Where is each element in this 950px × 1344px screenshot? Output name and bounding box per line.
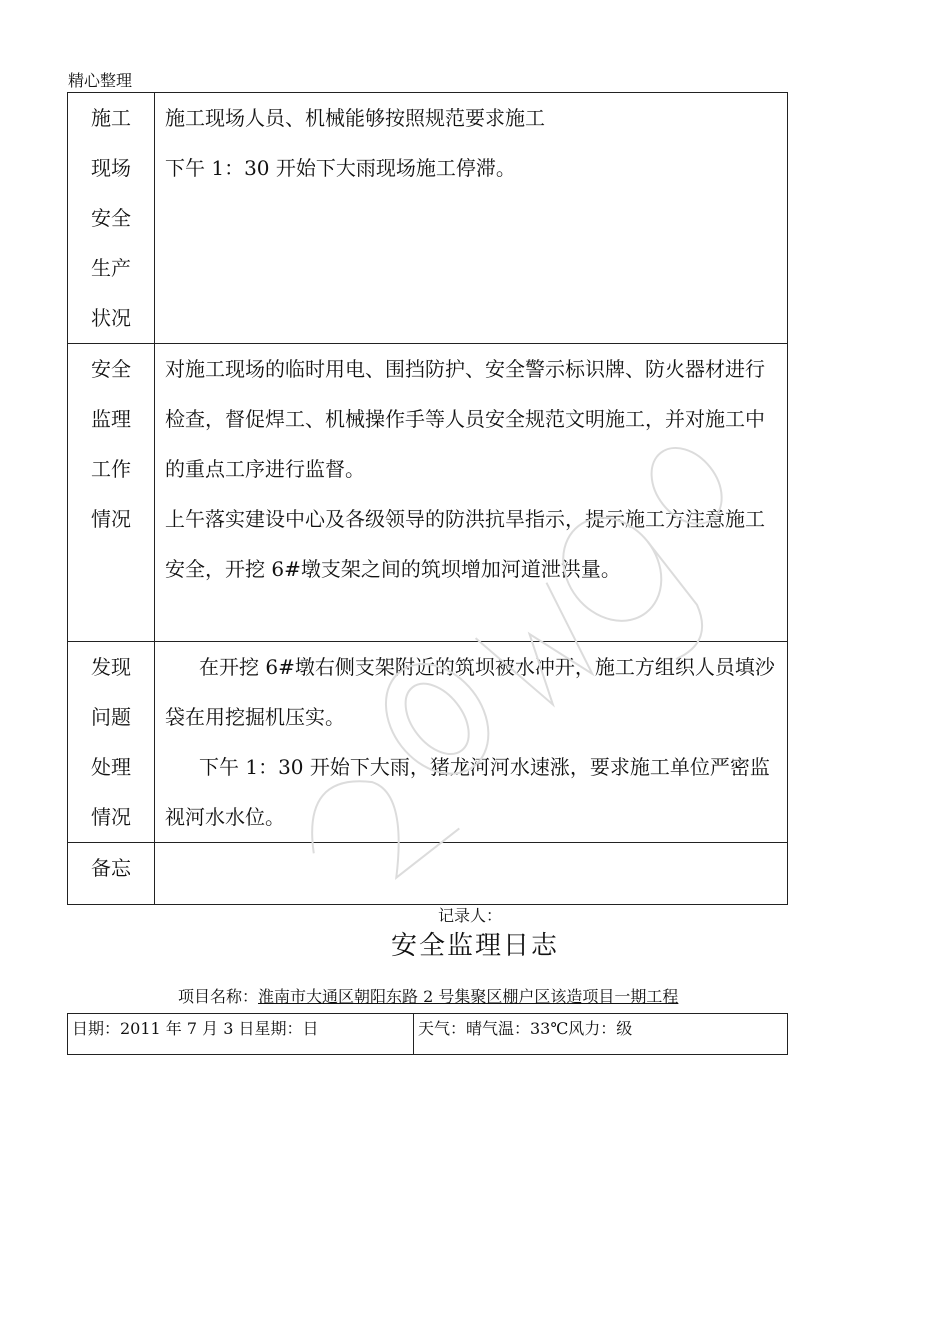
content-paragraph: 下午 1：30 开始下大雨，猪龙河河水速涨，要求施工单位严密监视河水水位。: [165, 755, 770, 829]
row-content-site-safety: [155, 93, 788, 344]
row-content-issues-handling: [155, 642, 788, 843]
table-row: [68, 642, 788, 843]
content-paragraph: 上午落实建设中心及各级领导的防洪抗旱指示，提示施工方注意施工安全，开挖 6#墩支架之间的筑坝增加河道泄洪量。: [165, 507, 765, 581]
label-line: 问题: [91, 705, 131, 729]
table-row: [68, 344, 788, 642]
row-label-memo: [68, 843, 155, 905]
date-cell: 日期：2011 年 7 月 3 日星期：日: [68, 1014, 414, 1055]
project-line: [178, 984, 678, 1007]
row-label-site-safety: [68, 93, 155, 344]
row-label-supervision-work: [68, 344, 155, 642]
content-paragraph: 施工现场人员、机械能够按照规范要求施工: [165, 106, 545, 130]
label-line: 发现: [91, 655, 131, 679]
page-title: 安全监理日志: [390, 931, 559, 961]
table-row: [68, 1014, 788, 1055]
content-paragraph: 在开挖 6#墩右侧支架附近的筑坝被水冲开，施工方组织人员填沙袋在用挖掘机压实。: [165, 655, 775, 729]
label-line: 情况: [91, 805, 131, 829]
label-line: 施工: [91, 106, 131, 130]
label-line: 现场: [91, 156, 131, 180]
recorder-label: 记录人：: [438, 906, 503, 925]
content-paragraph: 对施工现场的临时用电、围挡防护、安全警示标识牌、防火器材进行检查，督促焊工、机械操作手等人员安全规范文明施工，并对施工中的重点工序进行监督。: [165, 357, 765, 481]
label-line: 状况: [91, 306, 131, 330]
row-content-supervision-work: [155, 344, 788, 642]
label-line: 监理: [91, 407, 131, 431]
label-line: 备忘: [91, 856, 131, 880]
weather-cell: 天气：晴气温：33℃风力：级: [414, 1014, 788, 1055]
label-line: 生产: [91, 256, 131, 280]
table-row: [68, 93, 788, 344]
row-label-issues-handling: [68, 642, 155, 843]
project-name: 淮南市大通区朝阳东路 2 号集聚区棚户区该造项目一期工程: [258, 987, 679, 1006]
header-note: 精心整理: [68, 71, 133, 90]
content-paragraph: 下午 1：30 开始下大雨现场施工停滞。: [165, 156, 516, 180]
label-line: 处理: [91, 755, 131, 779]
safety-log-table: [67, 92, 788, 905]
date-weather-table: [67, 1013, 788, 1055]
project-label: 项目名称：: [178, 987, 259, 1006]
label-line: 工作: [91, 457, 131, 481]
label-line: 安全: [91, 206, 131, 230]
row-content-memo: [155, 843, 788, 905]
label-line: 情况: [91, 507, 131, 531]
label-line: 安全: [91, 357, 131, 381]
table-row: [68, 843, 788, 905]
